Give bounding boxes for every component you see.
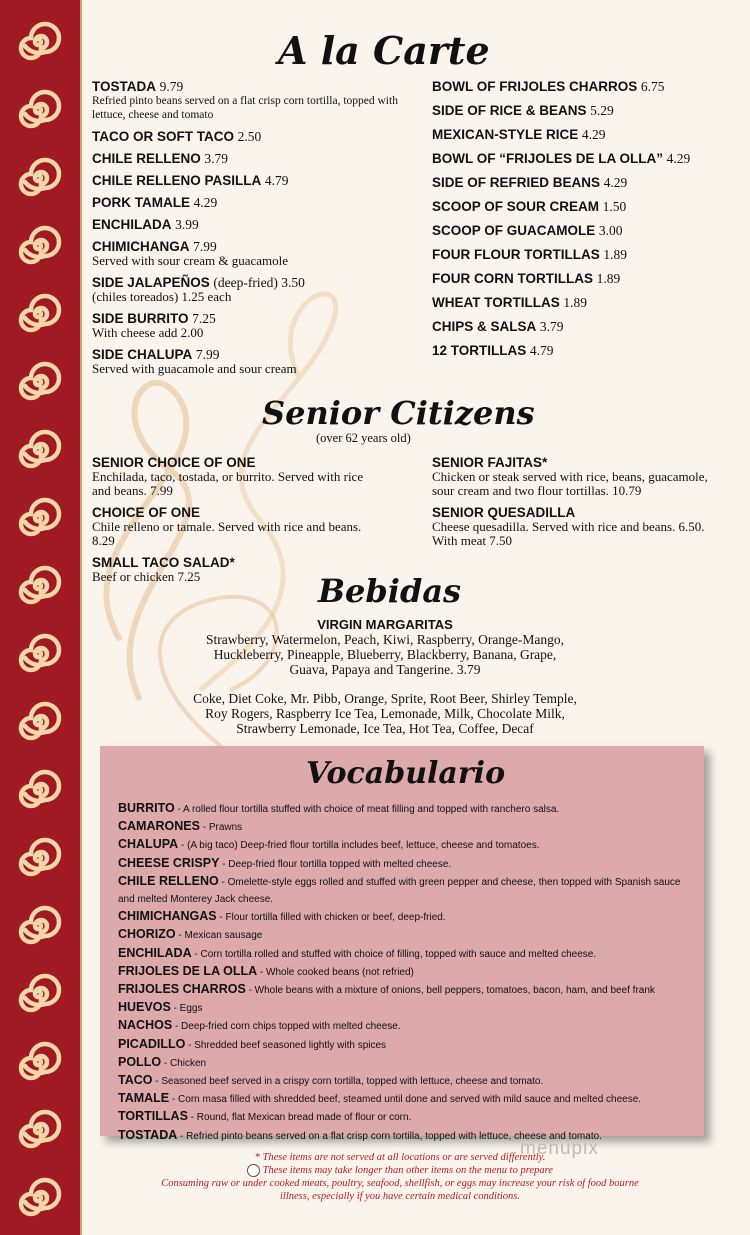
senior-item-name: SMALL TACO SALAD* bbox=[92, 555, 235, 570]
side-item bbox=[432, 320, 732, 334]
swirl-icon bbox=[10, 150, 66, 206]
vocab-term: NACHOS bbox=[118, 1018, 173, 1033]
vocab-term: BURRITO bbox=[118, 801, 175, 815]
side-item-name: MEXICAN-STYLE RICE bbox=[432, 127, 579, 142]
menu-item-name: CHILE RELLENO bbox=[92, 151, 201, 166]
vocab-term: CHEESE CRISPY bbox=[118, 855, 220, 870]
watermark: menupix bbox=[520, 1138, 599, 1159]
note-not-served: * These items are not served at all locations or are served differently. bbox=[254, 1152, 546, 1163]
side-item bbox=[432, 152, 732, 166]
bebidas-margaritas bbox=[150, 617, 620, 677]
footer-notes bbox=[100, 1151, 700, 1203]
vocab-definition: - Omelette-style eggs rolled and stuffed with green pepper and cheese, then topped with Spanish sauce and melted Monterey Jack cheese. bbox=[118, 876, 681, 906]
drinks-line: Coke, Diet Coke, Mr. Pibb, Orange, Sprite, Root Beer, Shirley Temple, bbox=[193, 691, 577, 706]
side-item-price: 1.50 bbox=[602, 199, 627, 214]
vocab-definition: - Shredded beef seasoned lightly with spices bbox=[185, 1039, 387, 1051]
vocab-entry bbox=[118, 1017, 698, 1035]
senior-item bbox=[432, 506, 712, 548]
menu-item-price: 7.99 bbox=[193, 239, 217, 254]
swirl-icon bbox=[10, 1034, 66, 1090]
menu-item-price: 7.99 bbox=[195, 347, 220, 362]
side-item-name: SCOOP OF SOUR CREAM bbox=[432, 199, 600, 214]
menu-item bbox=[92, 276, 422, 304]
swirl-icon bbox=[10, 354, 66, 410]
menu-item-price: 3.99 bbox=[175, 217, 199, 232]
side-item-price: 6.75 bbox=[640, 79, 665, 94]
vocab-term: CHALUPA bbox=[118, 837, 179, 852]
menu-item-description: (chiles toreados) 1.25 each bbox=[92, 289, 232, 304]
vocab-definition: - Eggs bbox=[170, 1003, 203, 1015]
side-item-price: 3.00 bbox=[598, 223, 623, 238]
section-title-senior-citizens: Senior Citizens bbox=[262, 394, 535, 432]
side-item-price: 1.89 bbox=[603, 247, 627, 262]
side-item-price: 3.79 bbox=[539, 319, 564, 334]
vocab-entry bbox=[118, 1090, 698, 1108]
menu-item-price: 4.29 bbox=[193, 195, 218, 210]
vocab-definition: - Corn tortilla rolled and stuffed with choice of filling, topped with sauce and melted cheese. bbox=[191, 948, 597, 960]
menu-item bbox=[92, 80, 422, 122]
menu-item bbox=[92, 152, 422, 166]
senior-item-description: Beef or chicken 7.25 bbox=[92, 569, 201, 584]
side-item-name: FOUR FLOUR TORTILLAS bbox=[432, 247, 600, 262]
vocab-term: CAMARONES bbox=[118, 819, 200, 834]
vocab-term: ENCHILADA bbox=[118, 945, 192, 960]
side-item-price: 4.29 bbox=[581, 127, 606, 142]
side-item bbox=[432, 176, 732, 190]
sidebar-divider bbox=[80, 0, 82, 1235]
vocab-entry bbox=[118, 945, 698, 963]
vocab-term: TAMALE bbox=[118, 1091, 170, 1106]
menu-item-name: SIDE CHALUPA bbox=[92, 347, 193, 362]
senior-item-name: SENIOR QUESADILLA bbox=[432, 505, 576, 520]
side-item-price: 4.29 bbox=[666, 151, 691, 166]
senior-item-name: SENIOR FAJITAS* bbox=[432, 455, 548, 470]
side-item-name: 12 TORTILLAS bbox=[432, 343, 527, 358]
menu-item bbox=[92, 174, 422, 188]
vocab-entry bbox=[118, 818, 698, 836]
menu-item bbox=[92, 312, 422, 340]
vocab-term: FRIJOLES CHARROS bbox=[118, 982, 246, 997]
senior-right-column bbox=[432, 456, 712, 556]
menu-item bbox=[92, 348, 422, 376]
swirl-icon bbox=[10, 626, 66, 682]
vocab-definition: - Deep-fried corn chips topped with melted cheese. bbox=[172, 1021, 401, 1033]
side-item bbox=[432, 296, 732, 310]
vocab-term: HUEVOS bbox=[118, 1000, 171, 1015]
senior-item bbox=[92, 456, 382, 498]
vocab-entry bbox=[118, 926, 698, 944]
swirl-icon bbox=[10, 422, 66, 478]
swirl-icon bbox=[10, 762, 66, 818]
side-item bbox=[432, 272, 732, 286]
side-item-name: SIDE OF REFRIED BEANS bbox=[432, 175, 601, 190]
vocab-entry bbox=[118, 1054, 698, 1072]
vocab-entry bbox=[118, 963, 698, 981]
vocab-definition: - Mexican sausage bbox=[175, 930, 263, 942]
menu-item-name: SIDE JALAPEÑOS bbox=[92, 275, 210, 290]
menu-item-description: Served with sour cream & guacamole bbox=[92, 253, 289, 268]
vocab-entry bbox=[118, 1036, 698, 1054]
margarita-flavors-line: Guava, Papaya and Tangerine. 3.79 bbox=[289, 662, 481, 677]
vocab-entry bbox=[118, 1072, 698, 1090]
side-item-name: SIDE OF RICE & BEANS bbox=[432, 103, 587, 118]
vocab-definition: - Deep-fried flour tortilla topped with melted cheese. bbox=[219, 858, 452, 870]
vocab-entry bbox=[118, 855, 698, 873]
side-item bbox=[432, 80, 732, 94]
menu-item-name: TACO OR SOFT TACO bbox=[92, 129, 234, 144]
swirl-icon bbox=[10, 966, 66, 1022]
vocab-term: CHIMICHANGAS bbox=[118, 909, 217, 924]
menu-item bbox=[92, 240, 422, 268]
section-title-bebidas: Bebidas bbox=[318, 572, 462, 610]
margarita-flavors-line: Strawberry, Watermelon, Peach, Kiwi, Raspberry, Orange-Mango, bbox=[206, 632, 564, 647]
vocabulario-list bbox=[118, 800, 698, 1145]
menu-item-description: With cheese add 2.00 bbox=[92, 325, 204, 340]
note-raw-warning-cont: illness, especially if you have certain medical conditions. bbox=[280, 1191, 520, 1203]
side-item-price: 4.29 bbox=[603, 175, 628, 190]
virgin-margaritas-heading: VIRGIN MARGARITAS bbox=[317, 617, 453, 632]
swirl-icon bbox=[10, 286, 66, 342]
senior-item-name: CHOICE OF ONE bbox=[92, 505, 201, 520]
vocab-entry bbox=[118, 981, 698, 999]
vocab-term: TORTILLAS bbox=[118, 1109, 188, 1124]
vocab-definition: - Flour tortilla filled with chicken or beef, deep-fried. bbox=[216, 912, 446, 924]
side-item bbox=[432, 104, 732, 118]
vocab-entry bbox=[118, 908, 698, 926]
swirl-icon bbox=[10, 830, 66, 886]
vocab-definition: - Refried pinto beans served on a flat crisp corn tortilla, topped with lettuce, cheese and tomato. bbox=[177, 1130, 602, 1142]
senior-item-description: Cheese quesadilla. Served with rice and beans. 6.50. With meat 7.50 bbox=[432, 519, 705, 548]
menu-item-name: CHILE RELLENO PASILLA bbox=[92, 173, 262, 188]
menu-item-price: (deep-fried) 3.50 bbox=[213, 275, 305, 290]
vocab-definition: - (A big taco) Deep-fried flour tortilla includes beef, lettuce, cheese and tomatoes. bbox=[178, 840, 540, 852]
vocab-definition: - Seasoned beef served in a crispy corn tortilla, topped with lettuce, cheese and tomato. bbox=[152, 1076, 544, 1088]
vocab-definition: - Prawns bbox=[199, 822, 243, 834]
swirl-icon bbox=[10, 82, 66, 138]
swirl-icon bbox=[10, 694, 66, 750]
swirl-icon bbox=[10, 1102, 66, 1158]
side-item-price: 5.29 bbox=[590, 103, 614, 118]
vocab-term: TACO bbox=[118, 1073, 153, 1088]
vocab-definition: - Whole cooked beans (not refried) bbox=[257, 966, 414, 978]
swirl-icon bbox=[10, 14, 66, 70]
side-item-price: 1.89 bbox=[563, 295, 587, 310]
vocab-entry bbox=[118, 1127, 698, 1145]
side-item bbox=[432, 248, 732, 262]
menu-item-name: TOSTADA bbox=[92, 79, 156, 94]
side-item-price: 1.89 bbox=[596, 271, 621, 286]
side-item-name: SCOOP OF GUACAMOLE bbox=[432, 223, 596, 238]
note-raw-warning: Consuming raw or under cooked meats, poultry, seafood, shellfish, or eggs may increase your risk of food bourne bbox=[161, 1178, 639, 1190]
a-la-carte-left-column bbox=[92, 80, 422, 384]
vocab-term: PICADILLO bbox=[118, 1036, 186, 1051]
vocab-definition: - A rolled flour tortilla stuffed with choice of meat filling and topped with ranchero salsa. bbox=[174, 804, 560, 815]
swirl-icon bbox=[10, 898, 66, 954]
side-item-price: 4.79 bbox=[529, 343, 554, 358]
vocab-term: TOSTADA bbox=[118, 1127, 178, 1142]
vocab-definition: - Whole beans with a mixture of onions, bell peppers, tomatoes, bacon, ham, and beef frank bbox=[245, 985, 655, 997]
menu-item-description: Refried pinto beans served on a flat crisp corn tortilla, topped with lettuce, cheese and tomato bbox=[92, 95, 398, 121]
menu-item-price: 9.79 bbox=[159, 79, 184, 94]
side-item-name: BOWL OF “FRIJOLES DE LA OLLA” bbox=[432, 151, 663, 166]
side-item bbox=[432, 200, 732, 214]
side-item-name: WHEAT TORTILLAS bbox=[432, 295, 560, 310]
swirl-icon bbox=[10, 1170, 66, 1226]
side-item-name: BOWL OF FRIJOLES CHARROS bbox=[432, 79, 638, 94]
menu-item-name: PORK TAMALE bbox=[92, 195, 190, 210]
menu-item-price: 7.25 bbox=[192, 311, 216, 326]
section-title-vocabulario: Vocabulario bbox=[306, 756, 506, 791]
side-item bbox=[432, 128, 732, 142]
menu-item-name: ENCHILADA bbox=[92, 217, 172, 232]
menu-item bbox=[92, 196, 422, 210]
menu-item bbox=[92, 218, 422, 232]
menu-item bbox=[92, 130, 422, 144]
a-la-carte-right-column bbox=[432, 80, 732, 368]
side-item-name: CHIPS & SALSA bbox=[432, 319, 537, 334]
swirl-icon bbox=[10, 218, 66, 274]
vocab-entry bbox=[118, 1108, 698, 1126]
senior-item-description: Enchilada, taco, tostada, or burrito. Served with rice and beans. 7.99 bbox=[92, 469, 364, 498]
drinks-line: Roy Rogers, Raspberry Ice Tea, Lemonade, Milk, Chocolate Milk, bbox=[205, 706, 565, 721]
bebidas-drinks bbox=[150, 691, 620, 736]
senior-item-description: Chile relleno or tamale. Served with rice and beans. 8.29 bbox=[92, 519, 362, 548]
clock-icon bbox=[247, 1164, 260, 1177]
senior-age-note: (over 62 years old) bbox=[316, 431, 411, 445]
menu-item-price: 2.50 bbox=[237, 129, 262, 144]
side-item bbox=[432, 224, 732, 238]
vocab-term: POLLO bbox=[118, 1054, 162, 1069]
vocab-term: FRIJOLES DE LA OLLA bbox=[118, 963, 258, 978]
side-item-name: FOUR CORN TORTILLAS bbox=[432, 271, 593, 286]
menu-item-name: CHIMICHANGA bbox=[92, 239, 190, 254]
vocab-definition: - Corn masa filled with shredded beef, steamed until done and served with mild sauce and melted cheese. bbox=[169, 1094, 642, 1106]
vocabulario-box bbox=[100, 746, 704, 1142]
vocab-entry bbox=[118, 836, 698, 854]
vocab-definition: - Chicken bbox=[161, 1057, 207, 1069]
side-item bbox=[432, 344, 732, 358]
vocab-entry bbox=[118, 999, 698, 1017]
swirl-icon bbox=[10, 558, 66, 614]
menu-item-price: 3.79 bbox=[204, 151, 229, 166]
vocab-term: CHORIZO bbox=[118, 927, 176, 942]
senior-item bbox=[92, 506, 382, 548]
vocab-entry bbox=[118, 800, 698, 818]
menu-item-name: SIDE BURRITO bbox=[92, 311, 189, 326]
senior-item bbox=[432, 456, 712, 498]
swirl-icon bbox=[10, 490, 66, 546]
vocab-entry bbox=[118, 873, 698, 908]
vocab-definition: - Round, flat Mexican bread made of flour or corn. bbox=[187, 1112, 412, 1124]
note-longer-prep: These items may take longer than other items on the menu to prepare bbox=[100, 1164, 700, 1177]
section-title-a-la-carte: A la Carte bbox=[278, 28, 490, 73]
menu-item-description: Served with guacamole and sour cream bbox=[92, 361, 297, 376]
menu-item-price: 4.79 bbox=[264, 173, 289, 188]
drinks-line: Strawberry Lemonade, Ice Tea, Hot Tea, Coffee, Decaf bbox=[236, 721, 534, 736]
senior-item-description: Chicken or steak served with rice, beans, guacamole, sour cream and two flour tortillas. 10.79 bbox=[432, 469, 708, 498]
vocab-term: CHILE RELLENO bbox=[118, 873, 219, 888]
margarita-flavors-line: Huckleberry, Pineapple, Blueberry, Blackberry, Banana, Grape, bbox=[213, 647, 557, 662]
senior-item-name: SENIOR CHOICE OF ONE bbox=[92, 455, 256, 470]
